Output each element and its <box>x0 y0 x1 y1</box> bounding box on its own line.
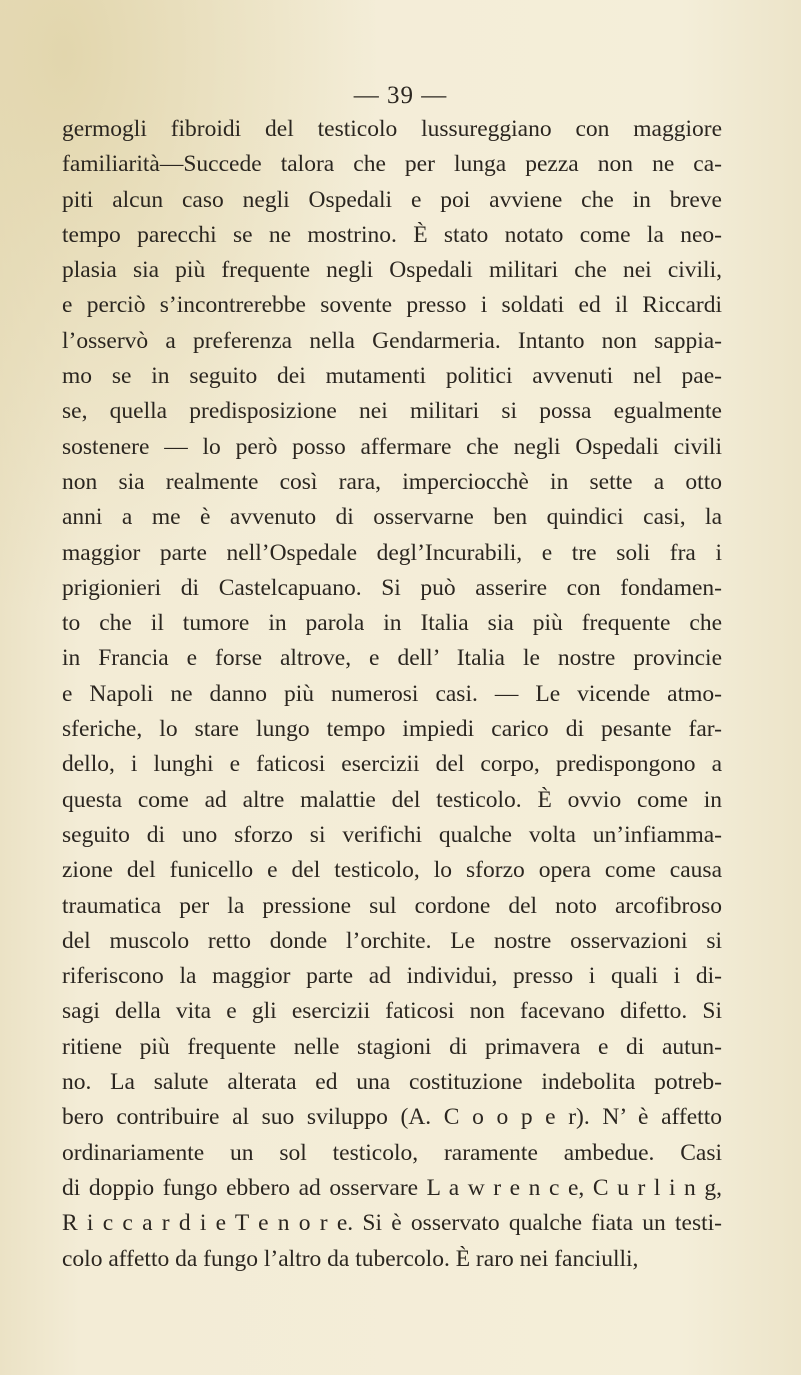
text-line: ordinariamente un sol testicolo, raramente ambedue. Casi <box>62 1139 722 1166</box>
text-line: se, quella predisposizione nei militari si possa egualmente <box>62 398 722 425</box>
text-line: l’osservò a preferenza nella Gendarmeria. Intanto non sappia- <box>62 327 722 354</box>
text-line: sagi della vita e gli esercizii faticosi non facevano difetto. Si <box>62 998 722 1025</box>
text-line: ritiene più frequente nelle stagioni di primavera e di autun- <box>62 1033 722 1060</box>
text-line: R i c c a r d i e T e n o r e. Si è osservato qualche fiata un testi- <box>62 1210 722 1237</box>
text-line: sferiche, lo stare lungo tempo impiedi carico di pesante far- <box>62 716 722 743</box>
text-line: in Francia e forse altrove, e dell’ Italia le nostre provincie <box>62 645 722 672</box>
text-line: traumatica per la pressione sul cordone del noto arcofibroso <box>62 892 722 919</box>
page-number: — 39 — <box>353 82 448 109</box>
text-line: colo affetto da fungo l’altro da tubercolo. È raro nei fanciulli, <box>62 1245 639 1272</box>
text-line: questa come ad altre malattie del testicolo. È ovvio come in <box>62 786 722 813</box>
text-line: anni a me è avvenuto di osservarne ben quindici casi, la <box>62 504 722 531</box>
text-line: sostenere — lo però posso affermare che negli Ospedali civili <box>62 433 722 460</box>
text-line: riferiscono la maggior parte ad individui, presso i quali i di- <box>62 963 722 990</box>
text-line: no. La salute alterata ed una costituzione indebolita potreb- <box>62 1069 722 1096</box>
text-line: familiarità—Succede talora che per lunga pezza non ne ca- <box>62 151 722 178</box>
text-line: e perciò s’incontrerebbe sovente presso i soldati ed il Riccardi <box>62 292 722 319</box>
text-line: plasia sia più frequente negli Ospedali militari che nei civili, <box>62 257 722 284</box>
text-line: to che il tumore in parola in Italia sia più frequente che <box>62 610 722 637</box>
text-line: piti alcun caso negli Ospedali e poi avviene che in breve <box>62 186 722 213</box>
text-line: zione del funicello e del testicolo, lo sforzo opera come causa <box>62 857 722 884</box>
text-line: seguito di uno sforzo si verifichi qualche volta un’infiamma- <box>62 821 722 848</box>
text-line: di doppio fungo ebbero ad osservare L a w r e n c e, C u r l i n g, <box>62 1174 722 1201</box>
text-line: e Napoli ne danno più numerosi casi. — Le vicende atmo- <box>62 680 722 707</box>
text-line: prigionieri di Castelcapuano. Si può asserire con fondamen- <box>62 574 722 601</box>
text-line: dello, i lunghi e faticosi esercizii del corpo, predispongono a <box>62 751 722 778</box>
text-line: maggior parte nell’Ospedale degl’Incurabili, e tre soli fra i <box>62 539 722 566</box>
text-line: bero contribuire al suo sviluppo (A. C o o p e r). N’ è affetto <box>62 1104 722 1131</box>
text-line: germogli fibroidi del testicolo lussureggiano con maggiore <box>62 116 722 142</box>
text-line: tempo parecchi se ne mostrino. È stato notato come la neo- <box>62 221 722 248</box>
text-line: non sia realmente così rara, imperciocchè in sette a otto <box>62 468 722 495</box>
text-line: del muscolo retto donde l’orchite. Le nostre osservazioni si <box>62 927 722 954</box>
body-text <box>62 112 722 1277</box>
text-line: mo se in seguito dei mutamenti politici avvenuti nel pae- <box>62 363 722 390</box>
